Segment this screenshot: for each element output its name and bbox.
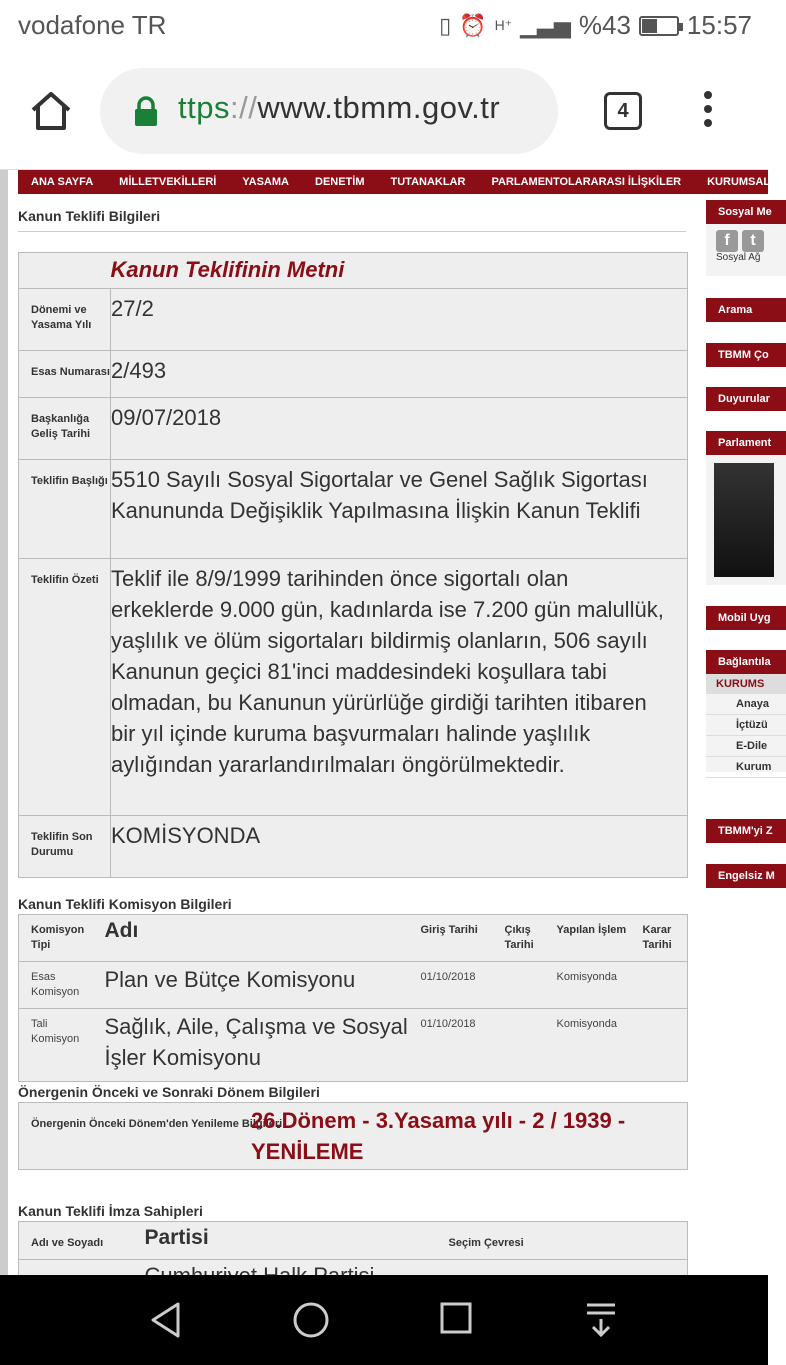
carrier-name: vodafone TR — [18, 10, 167, 40]
info-row — [19, 289, 688, 351]
commission-type: Esas Komisyon — [19, 962, 99, 1009]
commission-type: Tali Komisyon — [19, 1009, 99, 1082]
notification-pull-icon[interactable] — [584, 1301, 618, 1339]
signers-section-title: Kanun Teklifi İmza Sahipleri — [18, 1203, 203, 1219]
link-item[interactable]: Anaya — [706, 694, 786, 715]
bill-info-table — [18, 252, 688, 878]
web-page — [0, 170, 775, 1275]
tab-switcher-button[interactable]: 4 — [604, 92, 642, 130]
sidebar-announcements[interactable]: Duyurular — [706, 387, 786, 411]
status-icons — [439, 10, 752, 41]
col-header-signer-name: Adı ve Soyadı — [19, 1222, 139, 1260]
menu-dot-icon — [704, 91, 712, 99]
commission-name: Sağlık, Aile, Çalışma ve Sosyal İşler Komisyonu — [99, 1009, 415, 1082]
network-type: H⁺ — [494, 17, 513, 33]
col-header-action: Yapılan İşlem — [551, 915, 637, 962]
link-item[interactable]: E-Dile — [706, 736, 786, 757]
parliament-photo[interactable] — [714, 463, 774, 577]
info-value: 27/2 — [111, 289, 688, 351]
nav-item-tutanaklar[interactable]: TUTANAKLAR — [390, 176, 466, 188]
battery-percent: %43 — [578, 10, 631, 40]
twitter-icon[interactable]: t — [742, 230, 764, 252]
address-bar[interactable] — [100, 68, 558, 154]
commission-entry-date: 01/10/2018 — [415, 962, 499, 1009]
info-label: Teklifin Son Durumu — [19, 816, 111, 878]
browser-toolbar — [0, 52, 768, 170]
col-header-region: Seçim Çevresi — [443, 1222, 688, 1260]
section-divider — [18, 231, 686, 232]
battery-level — [642, 19, 657, 33]
col-header-name: Adı — [99, 915, 415, 962]
commission-section-title: Kanun Teklifi Komisyon Bilgileri — [18, 896, 232, 912]
commission-entry-date: 01/10/2018 — [415, 1009, 499, 1082]
nav-item-kurumsal[interactable]: KURUMSAL — [707, 176, 771, 188]
commission-decision-date — [637, 962, 688, 1009]
sidebar-parliament[interactable]: Parlament — [706, 431, 786, 455]
sidebar-social-head[interactable]: Sosyal Me — [706, 200, 786, 224]
main-navigation — [18, 170, 771, 194]
commission-action: Komisyonda — [551, 962, 637, 1009]
links-list — [706, 674, 786, 772]
commission-exit-date — [499, 1009, 551, 1082]
col-header-entry: Giriş Tarihi — [415, 915, 499, 962]
url-text — [178, 90, 500, 126]
previous-term-value: 26.Dönem - 3.Yasama yılı - 2 / 1939 - YENİLEME — [251, 1108, 626, 1164]
sidebar-engelsiz[interactable]: Engelsiz M — [706, 864, 786, 888]
clock: 15:57 — [686, 10, 752, 40]
alarm-icon: ⏰ — [459, 12, 487, 38]
col-header-exit: Çıkış Tarihi — [499, 915, 551, 962]
sidebar-mobile-apps[interactable]: Mobil Uyg — [706, 606, 786, 630]
info-label: Teklifin Başlığı — [19, 460, 111, 559]
previous-section-title: Önergenin Önceki ve Sonraki Dönem Bilgileri — [18, 1084, 320, 1100]
home-icon — [28, 88, 74, 134]
link-item[interactable]: Kurum — [706, 757, 786, 778]
info-row — [19, 816, 688, 878]
previous-term-label: Önergenin Önceki Dönem'den Yenileme Bilgileri — [31, 1118, 283, 1130]
url-host: www.tbmm.gov.tr — [257, 90, 501, 125]
info-value: KOMİSYONDA — [111, 816, 688, 878]
sidebar-links[interactable]: Bağlantıla — [706, 650, 786, 674]
battery-icon — [639, 16, 679, 36]
signers-header-row — [19, 1222, 688, 1260]
commission-decision-date — [637, 1009, 688, 1082]
social-sub-label: Sosyal Ağ — [716, 252, 761, 263]
overflow-menu-button[interactable] — [700, 88, 716, 134]
menu-dot-icon — [704, 119, 712, 127]
facebook-icon[interactable]: f — [716, 230, 738, 252]
social-links-box — [706, 224, 786, 276]
home-circle-icon[interactable] — [292, 1301, 330, 1339]
info-value: 5510 Sayılı Sosyal Sigortalar ve Genel Sağlık Sigortası Kanununda Değişiklik Yapılmasına İlişkin Kanun Teklifi — [111, 460, 688, 559]
vibrate-icon: ▯ — [439, 12, 452, 38]
info-value: 09/07/2018 — [111, 398, 688, 460]
info-row — [19, 398, 688, 460]
col-header-type: Komisyon Tipi — [19, 915, 99, 962]
info-label: Teklifin Özeti — [19, 559, 111, 816]
commission-action: Komisyonda — [551, 1009, 637, 1082]
previous-term-box — [18, 1102, 688, 1170]
menu-dot-icon — [704, 105, 712, 113]
parliament-photo-box — [706, 455, 786, 585]
signal-icon: ▁▃▅ — [520, 12, 571, 38]
info-label: Başkanlığa Geliş Tarihi — [19, 398, 111, 460]
section-title: Kanun Teklifi Bilgileri — [18, 208, 161, 224]
table-row — [19, 962, 688, 1009]
sidebar-tbmm-co[interactable]: TBMM Ço — [706, 343, 786, 367]
col-header-decision: Karar Tarihi — [637, 915, 688, 962]
url-scheme: ttps — [178, 90, 230, 125]
info-title-row — [19, 253, 688, 289]
right-sidebar — [706, 200, 775, 920]
sidebar-search[interactable]: Arama — [706, 298, 786, 322]
table-row — [19, 1009, 688, 1082]
info-value: Teklif ile 8/9/1999 tarihinden önce sigortalı olan erkeklerde 9.000 gün, kadınlarda ise 7.200 gün malullük, yaşlılık ve ölüm sigortaları bildirmiş olanların, 506 sayılı Kanunun geçici 81'inci maddesindeki koşullara tabi olmadan, bu Kanunun yürürlüğe girdiği tarihten itibaren bir yıl içinde kuruma başvurmaları halinde yaşlılık aylığından yararlandırılmaları öngörülmektedir. — [111, 559, 688, 816]
system-navigation-bar — [0, 1275, 768, 1365]
links-category[interactable]: KURUMS — [706, 674, 786, 694]
info-label: Dönemi ve Yasama Yılı — [19, 289, 111, 351]
nav-item-yasama[interactable]: YASAMA — [242, 176, 289, 188]
link-item[interactable]: İçtüzü — [706, 715, 786, 736]
info-label: Esas Numarası — [19, 351, 111, 398]
nav-item-milletvekilleri[interactable]: MİLLETVEKİLLERİ — [119, 176, 217, 188]
info-value: 2/493 — [111, 351, 688, 398]
commission-table — [18, 914, 688, 1082]
nav-item-ana-sayfa[interactable]: ANA SAYFA — [31, 176, 94, 188]
info-row — [19, 559, 688, 816]
info-row — [19, 351, 688, 398]
recents-icon[interactable] — [439, 1301, 473, 1335]
lock-icon — [132, 96, 160, 128]
url-separator: :// — [229, 90, 258, 125]
status-bar — [0, 0, 768, 52]
info-row — [19, 460, 688, 559]
page-left-border — [0, 170, 8, 1275]
nav-item-parlamentolararasi[interactable]: PARLAMENTOLARARASI İLİŞKİLER — [491, 176, 682, 188]
info-title: Kanun Teklifinin Metni — [111, 253, 688, 289]
back-icon[interactable] — [148, 1301, 184, 1339]
nav-item-denetim[interactable]: DENETİM — [315, 176, 365, 188]
sidebar-tbmm-z[interactable]: TBMM'yi Z — [706, 819, 786, 843]
commission-exit-date — [499, 962, 551, 1009]
home-button[interactable] — [28, 88, 74, 134]
col-header-party: Partisi — [139, 1222, 443, 1260]
commission-header-row — [19, 915, 688, 962]
commission-name: Plan ve Bütçe Komisyonu — [99, 962, 415, 1009]
